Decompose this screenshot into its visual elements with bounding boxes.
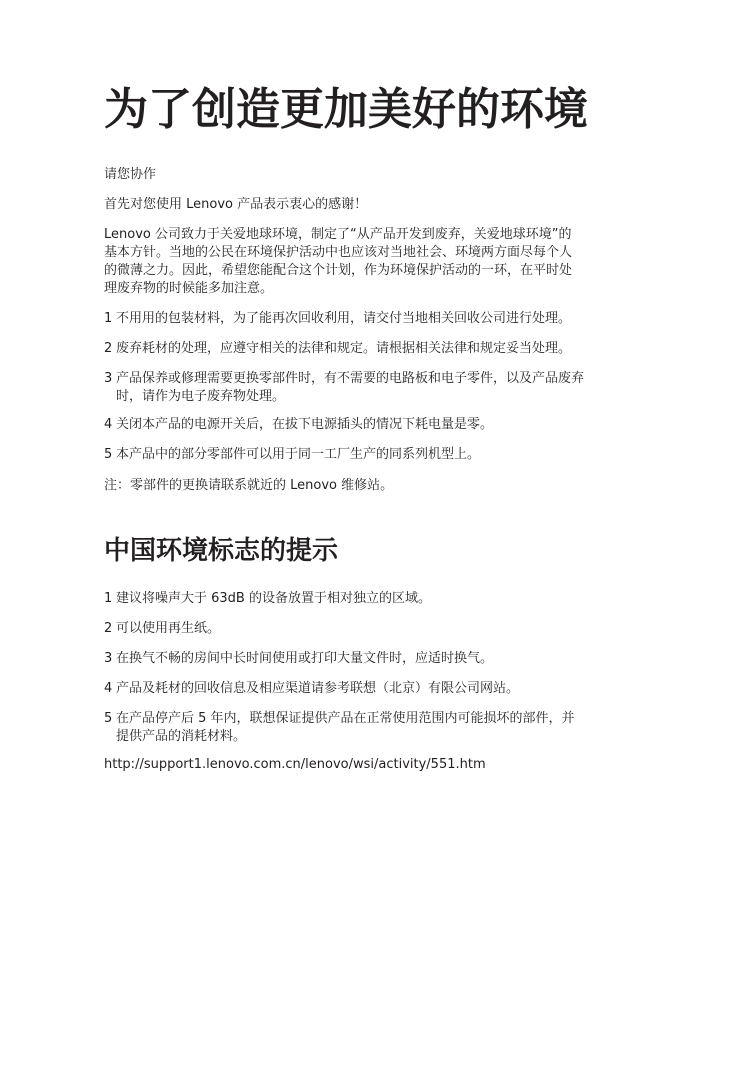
policy-line: Lenovo 公司致力于关爱地球环境，制定了“从产品开发到废弃，关爱地球环境”的 [104, 227, 572, 242]
guideline-line: 本产品中的部分零部件可以用于同一工厂生产的同系列机型上。 [116, 447, 481, 462]
guideline-number: 3 [104, 371, 113, 386]
tip-text [116, 710, 649, 746]
tip-item [104, 710, 649, 746]
tip-line: 建议将噪声大于 63dB 的设备放置于相对独立的区域。 [116, 591, 431, 606]
guideline-text [116, 416, 649, 434]
page-title: 为了创造更加美好的环境 [104, 84, 588, 135]
guideline-line: 废弃耗材的处理，应遵守相关的法律和规定。请根据相关法律和规定妥当处理。 [116, 341, 572, 356]
tip-number: 4 [104, 681, 113, 696]
guideline-item [104, 370, 649, 406]
tip-line: 产品及耗材的回收信息及相应渠道请参考联想（北京）有限公司网站。 [116, 681, 520, 696]
guideline-item [104, 416, 649, 434]
tip-item [104, 590, 649, 608]
guideline-item [104, 340, 649, 358]
tip-line: 提供产品的消耗材料。 [116, 729, 247, 744]
tip-line: 在产品停产后 5 年内，联想保证提供产品在正常使用范围内可能损坏的部件，并 [116, 711, 575, 726]
tip-text [116, 650, 649, 668]
policy-line: 的微薄之力。因此，希望您能配合这个计划，作为环境保护活动的一环，在平时处 [104, 263, 573, 278]
tip-number: 2 [104, 621, 113, 636]
guideline-text [116, 340, 649, 358]
guideline-line: 时，请作为电子废弃物处理。 [116, 389, 286, 404]
guideline-text [116, 370, 649, 406]
tip-item [104, 620, 649, 638]
tip-item [104, 650, 649, 668]
policy-line: 理废弃物的时候能多加注意。 [104, 281, 274, 296]
guideline-number: 2 [104, 341, 113, 356]
section-heading: 中国环境标志的提示 [104, 536, 339, 566]
tip-item [104, 680, 649, 698]
guideline-number: 5 [104, 447, 113, 462]
greeting-text: 请您协作 [104, 167, 157, 182]
tip-number: 5 [104, 711, 113, 726]
thanks-text: 首先对您使用 Lenovo 产品表示衷心的感谢！ [104, 197, 368, 212]
policy-paragraph [104, 226, 649, 298]
guideline-text [116, 446, 649, 464]
tip-number: 1 [104, 591, 113, 606]
guideline-number: 4 [104, 417, 113, 432]
tip-line: 可以使用再生纸。 [116, 621, 221, 636]
tip-number: 3 [104, 651, 113, 666]
website-link[interactable]: http://support1.lenovo.com.cn/lenovo/wsi/activity/551.htm [104, 757, 486, 772]
guideline-text [116, 310, 649, 328]
tip-line: 在换气不畅的房间中长时间使用或打印大量文件时，应适时换气。 [116, 651, 494, 666]
guideline-item [104, 446, 649, 464]
tip-text [116, 620, 649, 638]
note-text: 注：零部件的更换请联系就近的 Lenovo 维修站。 [104, 478, 394, 493]
tip-text [116, 680, 649, 698]
tip-text [116, 590, 649, 608]
guideline-line: 关闭本产品的电源开关后，在拔下电源插头的情况下耗电量是零。 [116, 417, 494, 432]
guideline-item [104, 310, 649, 328]
guideline-line: 产品保养或修理需要更换零部件时，有不需要的电路板和电子零件，以及产品废弃 [116, 371, 585, 386]
policy-line: 基本方针。当地的公民在环境保护活动中也应该对当地社会、环境两方面尽每个人 [104, 245, 573, 260]
guideline-line: 不用用的包装材料，为了能再次回收利用，请交付当地相关回收公司进行处理。 [116, 311, 572, 326]
guideline-number: 1 [104, 311, 113, 326]
